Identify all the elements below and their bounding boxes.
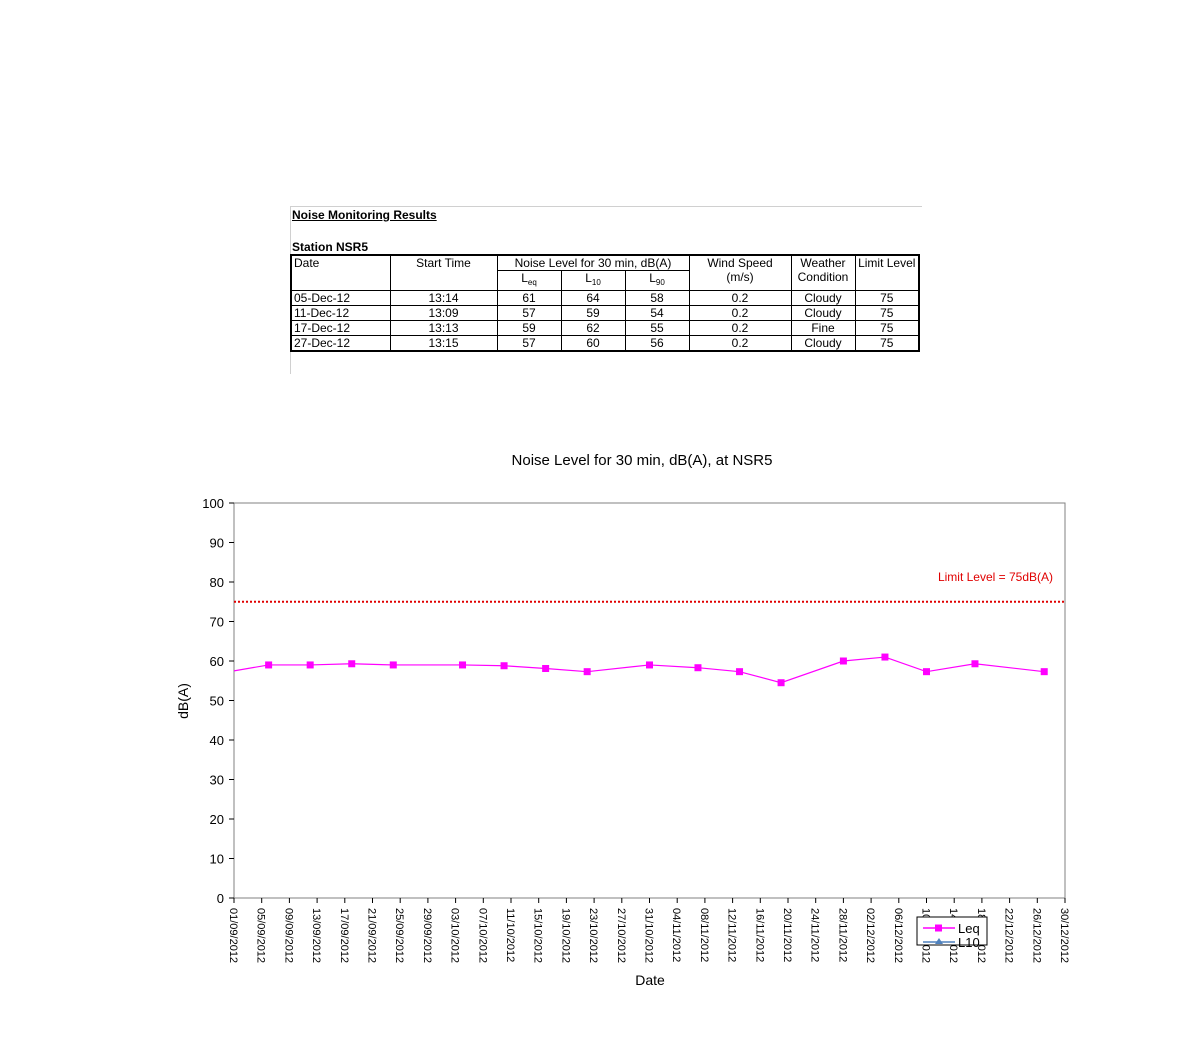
x-tick-label: 31/10/2012 bbox=[642, 908, 655, 964]
station-label: Station NSR5 bbox=[292, 240, 369, 254]
cell-l10: 62 bbox=[561, 321, 625, 336]
y-tick-label: 60 bbox=[209, 654, 224, 669]
y-tick-label: 20 bbox=[209, 812, 224, 827]
cell-limit: 75 bbox=[855, 336, 919, 352]
header-wind-speed: Wind Speed (m/s) bbox=[689, 255, 791, 291]
y-tick-label: 30 bbox=[209, 772, 224, 788]
x-tick-label: 15/10/2012 bbox=[531, 908, 544, 964]
cell-weather: Cloudy bbox=[791, 306, 855, 321]
data-point bbox=[1041, 668, 1048, 675]
header-start-time: Start Time bbox=[390, 255, 497, 291]
x-tick-label: 17/09/2012 bbox=[337, 908, 350, 964]
header-l90: $L_{90}$ bbox=[625, 271, 689, 291]
x-tick-label: 06/12/2012 bbox=[891, 908, 904, 964]
legend-l10-label: L10 bbox=[958, 935, 980, 950]
y-tick-label: 70 bbox=[209, 614, 224, 630]
data-point bbox=[694, 664, 701, 671]
data-point bbox=[840, 658, 847, 665]
x-axis-label: Date bbox=[635, 972, 665, 988]
data-point bbox=[971, 660, 978, 667]
header-date: Date bbox=[291, 255, 390, 291]
cell-leq: 57 bbox=[497, 336, 561, 352]
x-tick-label: 21/09/2012 bbox=[365, 908, 378, 964]
cell-leq: 61 bbox=[497, 291, 561, 306]
cell-wind: 0.2 bbox=[689, 336, 791, 352]
header-l10: $L_{10}$ bbox=[561, 271, 625, 291]
x-tick-label: 28/11/2012 bbox=[836, 908, 849, 963]
cell-l90: 54 bbox=[625, 306, 689, 321]
cell-date: 27-Dec-12 bbox=[291, 336, 390, 352]
x-tick-label: 07/10/2012 bbox=[476, 908, 489, 964]
cell-l90: 55 bbox=[625, 321, 689, 336]
cell-limit: 75 bbox=[855, 291, 919, 306]
data-point bbox=[501, 662, 508, 669]
x-tick-label: 19/10/2012 bbox=[559, 908, 572, 964]
x-tick-label: 12/11/2012 bbox=[725, 908, 738, 963]
plot-area bbox=[234, 503, 1065, 898]
legend-leq-label: Leq bbox=[958, 921, 980, 936]
cell-time: 13:14 bbox=[390, 291, 497, 306]
cell-weather: Fine bbox=[791, 321, 855, 336]
y-tick-label: 80 bbox=[209, 575, 224, 590]
cell-wind: 0.2 bbox=[689, 321, 791, 336]
cell-l10: 64 bbox=[561, 291, 625, 306]
cell-time: 13:09 bbox=[390, 306, 497, 321]
cell-wind: 0.2 bbox=[689, 291, 791, 306]
data-point bbox=[307, 661, 314, 668]
x-tick-label: 29/09/2012 bbox=[420, 908, 433, 964]
data-point bbox=[646, 661, 653, 668]
cell-leq: 59 bbox=[497, 321, 561, 336]
cell-date: 05-Dec-12 bbox=[291, 291, 390, 306]
cell-time: 13:15 bbox=[390, 336, 497, 352]
chart-title: Noise Level for 30 min, dB(A), at NSR5 bbox=[511, 452, 773, 469]
cell-weather: Cloudy bbox=[791, 291, 855, 306]
header-limit-level: Limit Level bbox=[855, 255, 919, 291]
x-tick-label: 24/11/2012 bbox=[808, 908, 821, 963]
y-tick-label: 40 bbox=[209, 733, 224, 748]
cell-weather: Cloudy bbox=[791, 336, 855, 352]
header-noise-level: Noise Level for 30 min, dB(A) bbox=[497, 255, 689, 271]
cell-date: 11-Dec-12 bbox=[291, 306, 390, 321]
x-tick-label: 20/11/2012 bbox=[781, 908, 793, 963]
x-tick-label: 02/12/2012 bbox=[864, 908, 877, 964]
y-tick-label: 90 bbox=[209, 535, 224, 551]
header-leq: $L_{eq}$ bbox=[497, 271, 561, 291]
x-tick-label: 23/10/2012 bbox=[587, 908, 600, 964]
data-point bbox=[923, 668, 930, 675]
x-tick-label: 22/12/2012 bbox=[1002, 908, 1015, 964]
y-axis-label: dB(A) bbox=[175, 683, 191, 719]
y-tick-label: 0 bbox=[216, 891, 224, 906]
cell-l90: 58 bbox=[625, 291, 689, 306]
data-point bbox=[736, 668, 743, 675]
x-tick-label: 25/09/2012 bbox=[393, 908, 406, 964]
data-point bbox=[390, 661, 397, 668]
x-tick-label: 30/12/2012 bbox=[1058, 908, 1070, 964]
x-tick-label: 16/11/2012 bbox=[753, 908, 766, 963]
x-tick-label: 26/12/2012 bbox=[1030, 908, 1043, 964]
cell-limit: 75 bbox=[855, 321, 919, 336]
cell-leq: 57 bbox=[497, 306, 561, 321]
data-point bbox=[881, 654, 888, 661]
data-point bbox=[584, 668, 591, 675]
header-weather: Weather Condition bbox=[791, 255, 855, 291]
cell-l90: 56 bbox=[625, 336, 689, 352]
data-point bbox=[778, 679, 785, 686]
limit-label: Limit Level = 75dB(A) bbox=[937, 569, 1053, 584]
table-title: Noise Monitoring Results bbox=[292, 208, 437, 222]
x-tick-label: 11/10/2012 bbox=[504, 908, 516, 963]
x-tick-label: 03/10/2012 bbox=[448, 908, 461, 964]
x-tick-label: 27/10/2012 bbox=[614, 908, 627, 964]
cell-date: 17-Dec-12 bbox=[291, 321, 390, 336]
data-point bbox=[348, 660, 355, 667]
x-tick-label: 08/11/2012 bbox=[697, 908, 710, 963]
x-tick-label: 01/09/2012 bbox=[227, 908, 239, 964]
cell-l10: 60 bbox=[561, 336, 625, 352]
x-tick-label: 09/09/2012 bbox=[282, 908, 295, 964]
cell-limit: 75 bbox=[855, 306, 919, 321]
x-tick-label: 13/09/2012 bbox=[310, 908, 323, 964]
cell-wind: 0.2 bbox=[689, 306, 791, 321]
y-tick-label: 10 bbox=[209, 851, 224, 867]
y-tick-label: 50 bbox=[209, 693, 224, 709]
legend-leq-marker bbox=[935, 925, 942, 932]
y-tick-label: 100 bbox=[202, 496, 224, 511]
cell-l10: 59 bbox=[561, 306, 625, 321]
data-point bbox=[459, 661, 466, 668]
data-point bbox=[265, 661, 272, 668]
cell-time: 13:13 bbox=[390, 321, 497, 336]
data-point bbox=[542, 665, 549, 672]
chart-legend bbox=[917, 917, 987, 950]
x-tick-label: 04/11/2012 bbox=[670, 908, 683, 963]
x-tick-label: 05/09/2012 bbox=[254, 908, 267, 964]
